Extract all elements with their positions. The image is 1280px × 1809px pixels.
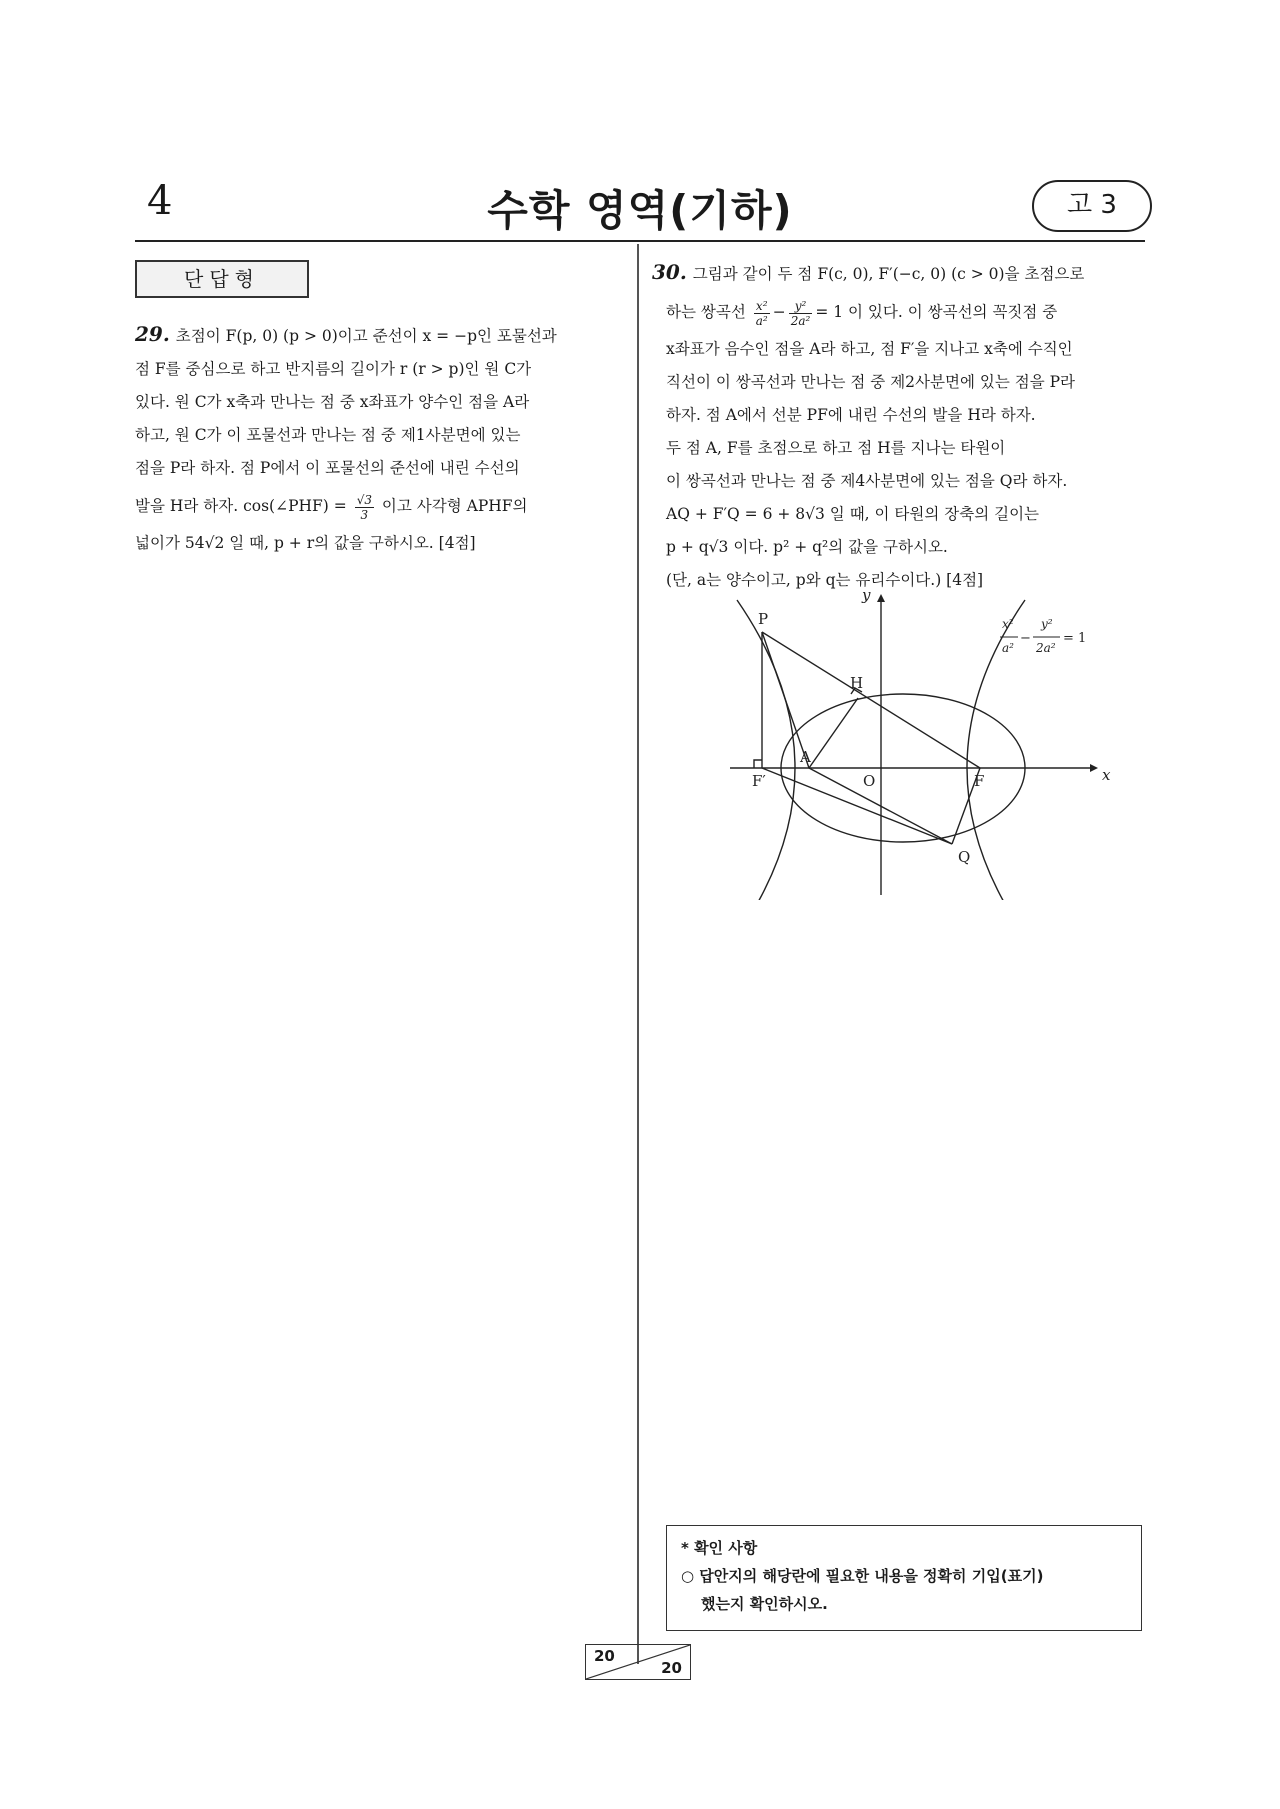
- eq-minus: −: [772, 303, 786, 321]
- label-H: H: [850, 674, 864, 692]
- notice-box: [666, 1525, 1142, 1631]
- q30-line: (단, a는 양수이고, p와 q는 유리수이다.) [4점]: [666, 571, 984, 589]
- header-rule: [135, 240, 1145, 242]
- eq-label-rhs: = 1: [1063, 631, 1087, 646]
- q30-line: 하자. 점 A에서 선분 PF에 내린 수선의 발을 H라 하자.: [666, 406, 1036, 424]
- q29-line: 하고, 원 C가 이 포물선과 만나는 점 중 제1사분면에 있는: [135, 426, 521, 444]
- question-29: [135, 318, 615, 560]
- label-Q: Q: [958, 848, 971, 866]
- label-x: x: [1102, 766, 1111, 784]
- right-angle-mark-Fp: [754, 760, 762, 768]
- hyperbola-right-branch: [967, 600, 1025, 900]
- eq-label-d2: 2a²: [1036, 641, 1056, 655]
- q30-line: 이 있다. 이 쌍곡선의 꼭짓점 중: [848, 303, 1058, 321]
- label-O: O: [863, 772, 876, 790]
- q29-line: 발을 H라 하자. cos(∠PHF) =: [135, 497, 347, 515]
- q30-line: AQ + F′Q = 6 + 8√3 일 때, 이 타원의 장축의 길이는: [666, 505, 1040, 523]
- question-number: 29.: [135, 322, 170, 346]
- q29-line: 점 F를 중심으로 하고 반지름의 길이가 r (r > p)인 원 C가: [135, 360, 532, 378]
- q29-line: 있다. 원 C가 x축과 만나는 점 중 x좌표가 양수인 점을 A라: [135, 393, 530, 411]
- label-y: y: [862, 586, 871, 604]
- column-divider: [637, 244, 639, 1664]
- label-A: A: [800, 748, 811, 766]
- q30-line: 그림과 같이 두 점 F(c, 0), F′(−c, 0) (c > 0)을 초점으로: [692, 265, 1085, 283]
- eq-rhs: = 1: [815, 303, 844, 321]
- grade-badge: 고 3: [1032, 180, 1152, 232]
- eq-label-d1: a²: [1002, 641, 1014, 655]
- q29-line: 넓이가 54√2 일 때, p + r의 값을 구하시오. [4점]: [135, 534, 476, 552]
- q29-line: 이고 사각형 APHF의: [381, 497, 528, 515]
- q30-line: 두 점 A, F를 초점으로 하고 점 H를 지나는 타원이: [666, 439, 1006, 457]
- q30-line: 이 쌍곡선과 만나는 점 중 제4사분면에 있는 점을 Q라 하자.: [666, 472, 1068, 490]
- cos-fraction: $\frac{√3}{3}$: [356, 492, 372, 522]
- segment-FpQ: [762, 768, 952, 844]
- hyperbola-frac-2: $\frac{\text{y²}}{\text{2a²}}$: [790, 298, 811, 328]
- question-30: [652, 256, 1147, 597]
- q29-line: 초점이 F(p, 0) (p > 0)이고 준선이 x = −p인 포물선과: [175, 327, 557, 345]
- label-P: P: [758, 610, 769, 628]
- page-counter: [585, 1644, 691, 1680]
- q30-line: 하는 쌍곡선: [666, 303, 746, 321]
- segment-AH: [809, 698, 858, 768]
- y-axis-arrow: [877, 594, 885, 602]
- q30-line: x좌표가 음수인 점을 A라 하고, 점 F′을 지나고 x축에 수직인: [666, 340, 1073, 358]
- hyperbola-frac-1: $\frac{\text{x²}}{\text{a²}}$: [755, 298, 768, 328]
- notice-heading: * 확인 사항: [681, 1539, 758, 1557]
- eq-label-n1: x²: [1002, 617, 1014, 631]
- notice-line: ○ 답안지의 해당란에 필요한 내용을 정확히 기입(표기): [681, 1567, 1044, 1585]
- eq-label-n2: y²: [1041, 617, 1053, 631]
- label-Fprime: F′: [752, 772, 766, 790]
- q30-line: p + q√3 이다. p² + q²의 값을 구하시오.: [666, 538, 948, 556]
- x-axis-arrow: [1090, 764, 1098, 772]
- page-number: 4: [147, 178, 173, 224]
- question-number: 30.: [652, 260, 687, 284]
- page-title: 수학 영역(기하): [487, 186, 793, 235]
- total-pages: 20: [661, 1659, 682, 1677]
- label-F: F: [974, 772, 985, 790]
- current-page: 20: [594, 1647, 615, 1665]
- eq-label-minus: −: [1020, 631, 1031, 646]
- notice-line: 했는지 확인하시오.: [701, 1595, 828, 1613]
- q30-line: 직선이 이 쌍곡선과 만나는 점 중 제2사분면에 있는 점을 P라: [666, 373, 1076, 391]
- q29-line: 점을 P라 하자. 점 P에서 이 포물선의 준선에 내린 수선의: [135, 459, 520, 477]
- section-label: 단답형: [135, 260, 309, 298]
- hyperbola-ellipse-figure: [720, 580, 1120, 900]
